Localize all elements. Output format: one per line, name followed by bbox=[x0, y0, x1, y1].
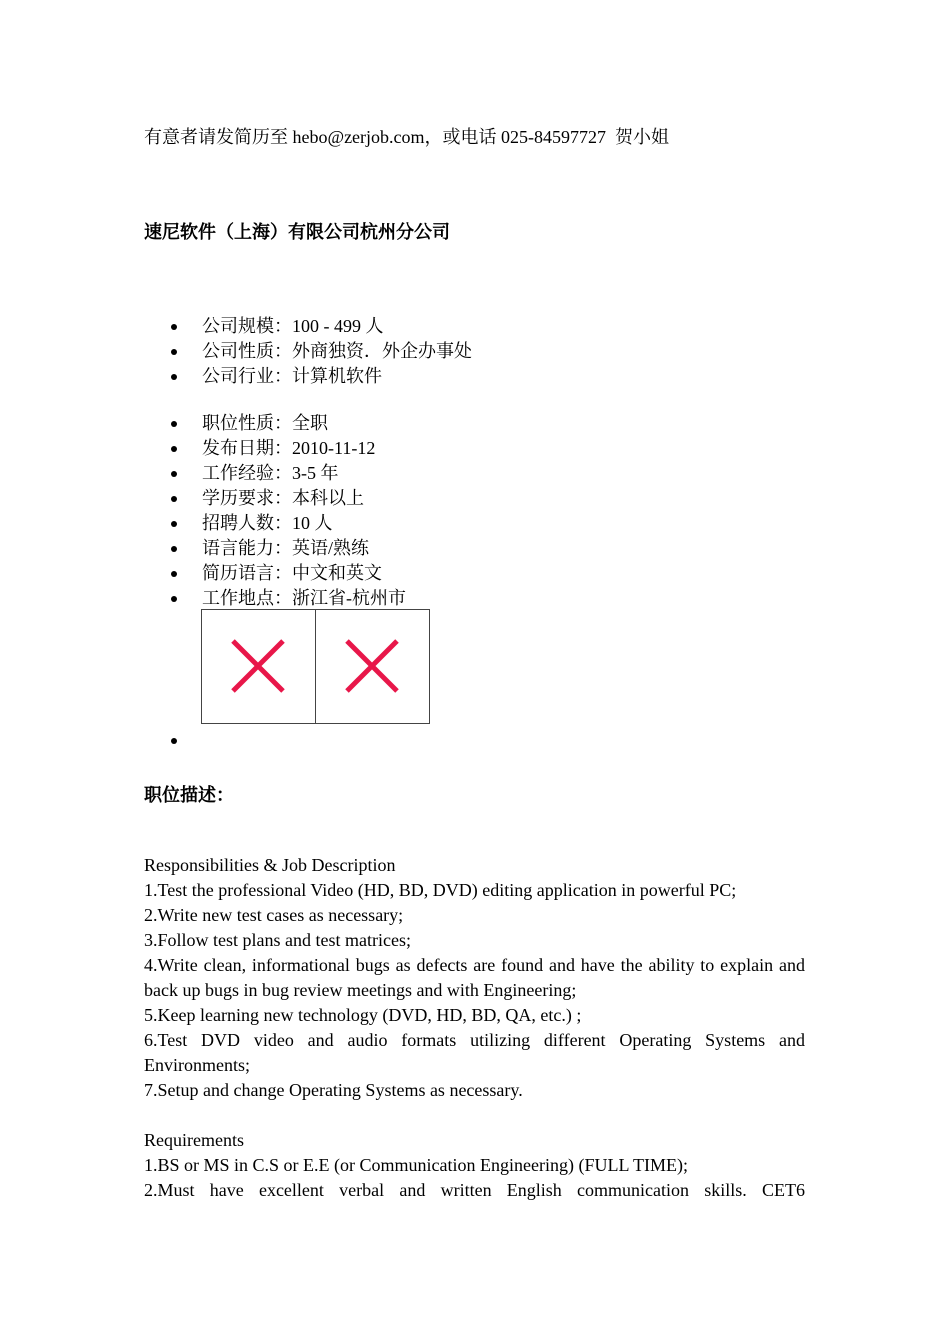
list-item: 2.Write new test cases as necessary; bbox=[144, 905, 404, 925]
bullet-icon bbox=[171, 521, 177, 527]
list-item: 7.Setup and change Operating Systems as necessary. bbox=[144, 1080, 523, 1100]
bullet-icon bbox=[171, 738, 177, 744]
description-heading: 职位描述： bbox=[144, 785, 234, 805]
list-item: 工作地点：浙江省-杭州市 bbox=[144, 586, 406, 611]
list-item: 4.Write clean, informational bugs as defects are found and have the ability to explain and back up bugs in bug review meetings and with Engineering; bbox=[144, 955, 805, 1000]
bullet-icon bbox=[171, 421, 177, 427]
list-item: 招聘人数：10 人 bbox=[144, 511, 406, 536]
list-item: 发布日期：2010-11-12 bbox=[144, 436, 406, 461]
broken-image-icon bbox=[344, 638, 400, 694]
list-item: 职位性质：全职 bbox=[144, 411, 406, 436]
bullet-icon bbox=[171, 471, 177, 477]
list-item: 1.Test the professional Video (HD, BD, DVD) editing application in powerful PC; bbox=[144, 880, 737, 900]
bullet-icon bbox=[171, 374, 177, 380]
bullet-icon bbox=[171, 324, 177, 330]
image-placeholders bbox=[201, 609, 429, 724]
requirements-title: Requirements bbox=[144, 1130, 244, 1150]
company-info-list bbox=[144, 314, 472, 389]
list-item: 3.Follow test plans and test matrices; bbox=[144, 930, 411, 950]
list-item: 公司性质：外商独资．外企办事处 bbox=[144, 339, 472, 364]
image-placeholder bbox=[201, 609, 316, 724]
bullet-icon bbox=[171, 349, 177, 355]
bullet-icon bbox=[171, 496, 177, 502]
bullet-icon bbox=[171, 546, 177, 552]
responsibilities-title: Responsibilities & Job Description bbox=[144, 855, 396, 875]
broken-image-icon bbox=[230, 638, 286, 694]
list-item: 1.BS or MS in C.S or E.E (or Communication Engineering) (FULL TIME); bbox=[144, 1155, 688, 1175]
company-name: 速尼软件（上海）有限公司杭州分公司 bbox=[144, 222, 450, 242]
list-item: 公司规模：100 - 499 人 bbox=[144, 314, 472, 339]
list-item: 简历语言：中文和英文 bbox=[144, 561, 406, 586]
list-item: 工作经验：3-5 年 bbox=[144, 461, 406, 486]
list-item: 公司行业：计算机软件 bbox=[144, 364, 472, 389]
image-placeholder bbox=[315, 609, 430, 724]
bullet-icon bbox=[171, 446, 177, 452]
bullet-icon bbox=[171, 596, 177, 602]
contact-line: 有意者请发简历至 hebo@zerjob.com，或电话 025-84597727 贺小姐 bbox=[144, 127, 670, 147]
bullet-icon bbox=[171, 571, 177, 577]
list-item: 学历要求：本科以上 bbox=[144, 486, 406, 511]
list-item: 语言能力：英语/熟练 bbox=[144, 536, 406, 561]
list-item: 2.Must have excellent verbal and written English communication skills. CET6 bbox=[144, 1180, 805, 1200]
list-item: 6.Test DVD video and audio formats utilizing different Operating Systems and Environments; bbox=[144, 1030, 805, 1075]
job-info-list bbox=[144, 411, 406, 611]
list-item: 5.Keep learning new technology (DVD, HD, BD, QA, etc.) ; bbox=[144, 1005, 582, 1025]
